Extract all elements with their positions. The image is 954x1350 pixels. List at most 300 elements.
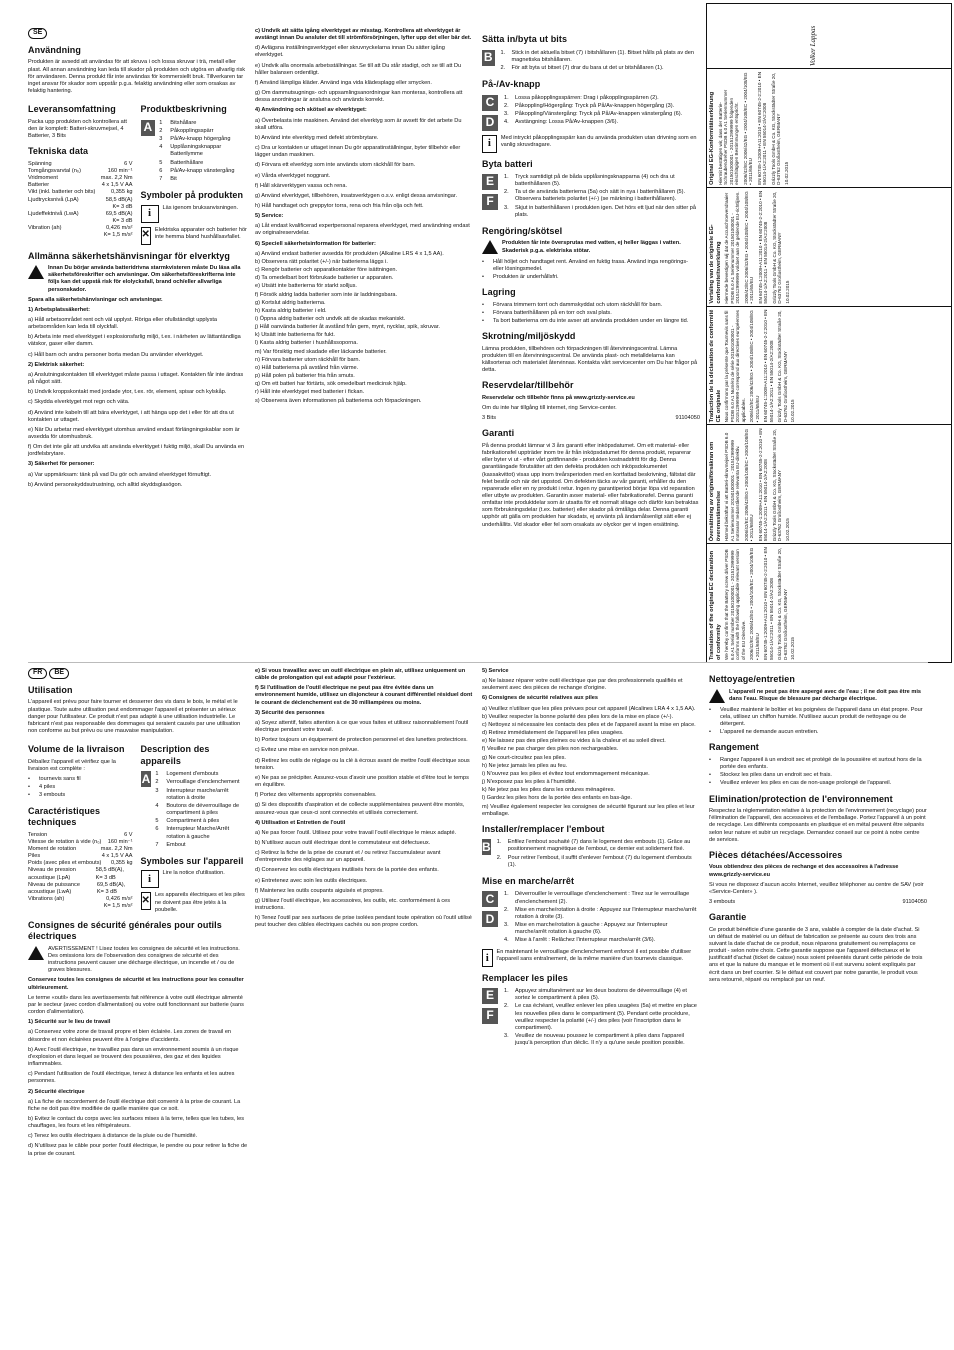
se-heading-clean: Rengöring/skötsel	[482, 225, 563, 236]
se-bullet: •	[482, 309, 484, 316]
se-c6list-item	[255, 292, 473, 299]
se-desc-number: 7	[159, 175, 163, 182]
ce-company: Grizzly Tools GmbH & Co. KG, Stockstädter Straße 20, D-63762 Großostheim, GERMANY	[771, 191, 783, 304]
figure-letter-d: D	[482, 115, 498, 131]
se-c6list-item	[255, 267, 473, 274]
se-c2e: e) Undvik alla onormala arbetsställningar. Se till att Du står stadigt, och se till att Du håller balansen ordentligt.	[255, 62, 462, 76]
ce-column	[707, 424, 951, 543]
fr-r6list-text: h) Ne jetez jamais les piles au feu.	[482, 762, 568, 769]
fr-delivery_items-item	[28, 784, 133, 791]
se-c6list-item	[255, 340, 473, 347]
figure-letter-f: F	[482, 1008, 498, 1024]
figure-letter-e: E	[482, 988, 498, 1004]
fr-heading-delivery: Volume de la livraison	[28, 744, 125, 755]
se-on-info: Med intryckt påkopplingsspärr kan du använda produkten utan drivning som en vanlig skruvdragare.	[500, 134, 697, 148]
fr-bullet: •	[709, 780, 711, 787]
se-store-item	[482, 310, 700, 317]
fr-store-item	[709, 780, 927, 787]
fr-heading-clean: Nettoyage/entretien	[709, 674, 795, 684]
se-c6list-item	[255, 275, 473, 282]
fr-r6list-text: j) N'exposez pas les piles à l'humidité.	[482, 779, 577, 786]
fr-parts-item: 3 embouts	[709, 899, 736, 906]
ce-signature: Volker Lappas	[809, 25, 817, 67]
se-desc-item	[159, 120, 248, 127]
se-clean-text: Håll höljet och handtaget rent. Använd en fuktig trasa. Använd inga rengörings- eller lösningsmedel.	[493, 258, 688, 272]
se-tech-value: 69,5 dB(A)	[105, 210, 133, 217]
se-s3: 3) Säkerhet för personer:	[28, 461, 95, 468]
fr-desc-number: 1	[155, 771, 159, 778]
wheelie-bin-crossed-icon: ✕	[141, 227, 151, 245]
warning-triangle-icon	[482, 240, 498, 254]
se-desc-number: 4	[159, 144, 163, 151]
se-sym2-text: Elektriska apparater och batterier hör inte hemma bland hushållsavfallet.	[154, 226, 247, 240]
fr-tech-value: 6 V	[124, 831, 133, 838]
fr-m4a: a) Ne pas forcer l'outil. Utilisez pour votre travail l'outil électrique le mieux adapté.	[255, 829, 457, 836]
fr-tech-value: 69,5 dB(A), K= 3 dB	[96, 881, 126, 895]
se-tech-table	[28, 161, 133, 240]
se-desc-item	[159, 144, 248, 158]
fr-parts: Vous obtiendrez des pièces de rechange et des accessoires à l'adresse www.grizzly-service.eu	[709, 864, 899, 878]
se-desc-number: 1	[159, 119, 163, 126]
ce-standards: 2006/42/EC 2006/42/EG • 2004/108/EC • 2004/108/EG • 2011/65/EU	[749, 547, 760, 660]
se-s3a: a) Var uppmärksam: tänk på vad Du gör och använd elverktyget förnuftigt.	[28, 471, 212, 478]
fr-heading-onoff: Mise en marche/arrêt	[482, 875, 575, 886]
se-tech-label: Ljudeffektnivå (LwA)	[28, 210, 79, 217]
se-tech-value: 160 min⁻¹	[107, 167, 133, 174]
figure-letter-c: C	[482, 95, 498, 111]
wheelie-bin-crossed-icon: ✕	[141, 892, 151, 910]
se-desc-label: På/Av-knapp högergång	[170, 136, 231, 143]
se-column-3: Sätta in/byta ut bits B 1. Stick in det aktuella bitset (7) i bitshållaren (1). Bitset hålls på plats av den magnetiska bitshållaren. 2. För att byta ut bitset (7) drar du bara ut det ur bitshållaren (1). På-/Av-knapp C D 1. Lossa påkopplingsspärren: Drag i påkopplingsspärren (2). 2. Påkoppling/Högergång: Tryck på På/Av-knappen högergång (3). 3. Påkoppling/Vänstergång: Tryck på På/Av-knappen vänstergång (6). 4. Avstängning: Lossa På/Av-knappen (3/6). i Med intryckt påkopplingsspärr kan du använda produkten utan drivning som en vanlig skruvdragare. Byta batteri E F 1. Tryck samtidigt på de båda upplåsningsknapparna (4) och dra ut batterihållaren (5). 2. Ta ut de använda batterierna (5a) och sätt in nya i batterihållaren (5). Observera batteriets polaritet (+/-) (se märkning i batterihållaren). 3. Skjut in batterihållaren i produkten igen. Det hörs ett ljud när den sitter på plats. Rengöring/skötsel Produkten får inte översprutas med vatten, ej heller läggas i vatten. Skaderisk p.g.a. elektriska stötar. • Håll höljet och handtaget rent. Använd en fuktig trasa. Använd inga rengörings- eller lösningsmedel. • Produkten är underhållsfri. Lagring • Förvara trimmern torrt och dammskyddat och utom räckhåll för barn. • Förvara batterihållaren på en torr och sval plats. • Ta bort batterierna om du inte avser att använda produkten under en längre tid. Skrotning/miljöskydd Lämna produkten, tillbehören och förpackningen till återvinningscentral. Lämna produkten till en återvinningscentral. De använda plast- och metalldelarna kan källsorteras och materialet återvinnas. Kontakta vårt servicecenter om Du har frågor på detta. Reservdelar/tillbehör Reservdelar och tillbehör finns på www.grizzly-service.eu Om du inte har tillgång till internet, ring Service-center. 3 Bits 91104050 Garanti På denna produkt lämnar vi 3 års garanti efter inköpsdatumet. Om ett material- eller fabrikationsfel uppträder inom tre år från inköpsdatumet för denna produkt, reparerar eller byter vi ut - efter vårt gottfinnande - produkten kostnadsfritt för dig. Denna garantiängade förutsätter att den defekta produkten och inköpsdokumentet (kassakvittot) visas upp inom treårsperioden med en kortfattad beskrivning, fältstat där felet består och när det uppstod. Om defekten täcks av vår garanti, erhåller du den reparerade eller en ny produkt i retur. Ingen ny garantiperiod börjar löpa vid reparation eller utbyte av produkten. Garantin avser material- eller fabrikationsfel. Denna garanti omfattar inte produktdelar som är utsatta för ett normalt slitage och därför kan betraktas som förbrukningsdelar (t.ex. batterier) eller skador på ömtåliga delar. Denna garanti upphör att gälla om produkten har skadats, ej använts på ändamålsenligt sätt eller ej underhållits. Vid skador eller fel som orsakats av olyckor ger vi ingen ersättning.	[482, 34, 700, 528]
language-badge-fr: FR	[28, 668, 47, 679]
fr-r6list-text: l) Gardez les piles hors de la portée des enfants en bas-âge.	[482, 795, 632, 802]
fr-r6list-text: i) N'ouvrez pas les piles et évitez tout endommagement mécanique.	[482, 770, 650, 777]
ce-column	[707, 543, 951, 662]
fr-heading-env: Elimination/protection de l'environnement	[709, 793, 893, 804]
fr-clean-item	[709, 707, 927, 728]
se-tech-row	[28, 175, 133, 182]
se-c6list-item	[255, 373, 473, 380]
ce-column-body: We hereby confirm that the Battery screw driver PSDB 6.0 A1 Serial number 201501000001 - 201512999999 conforms with the following applicable relevant version of the EU Directive.	[724, 549, 746, 660]
se-column-2	[255, 28, 473, 406]
fr-tech-value: 4 x 1,5 V AA	[101, 853, 133, 860]
fr-store-text: Veuillez enlever les piles en cas de non-usage prolongé de l'appareil.	[720, 780, 892, 787]
se-desc-number: 6	[159, 167, 163, 174]
fr-tech-label: Piles	[28, 853, 41, 860]
fr-column-1	[28, 668, 248, 1161]
fr-r5a: a) Ne laissez réparer votre outil électrique que par des professionnels qualifiés et seulement avec des pièces de rechange d'origine.	[482, 678, 683, 692]
fr-env: Respectez la réglementation relative à la protection de l'environnement (recyclage) pour l'élimination de l'appareil, des accessoires et de l'emballage. Portez l'appareil à un point de recyclage. Les différents composants en plastique et en métal peuvent être séparés selon leur nature et subir un recyclage. Demandez conseil sur ce point à notre centre de services.	[709, 808, 927, 843]
se-tech-row	[28, 161, 133, 168]
fr-desc-item	[155, 788, 248, 802]
se-c6list-text: d) Ta omedelbart bort förbrukade batterier ur apparaten.	[255, 275, 394, 282]
fr-s1b: b) Avec l'outil électrique, ne travaillez pas dans un environnement soumis à un risque d'explosion et dans lequel se trouvent des poussières, des gaz et des liquides inflammables.	[28, 1046, 239, 1068]
se-bullet: •	[482, 301, 484, 308]
fr-heading-bit: Installer/remplacer l'embout	[482, 823, 605, 834]
fr-desc-item	[155, 826, 248, 840]
se-c6list-text: b) Observera rätt polaritet (+/-) när batterierna läggs i.	[255, 258, 388, 265]
fr-tech-label: Niveau de puissance acoustique (LwA)	[28, 881, 80, 895]
se-tech-row	[28, 211, 133, 218]
language-badge-be: BE	[49, 668, 69, 679]
fr-m4: 4) Utilisation et Entretien de l'outil	[255, 819, 346, 826]
se-s1: 1) Arbetsplatssäkerhet:	[28, 306, 90, 313]
se-tech-value: 4 x 1,5 V AA	[101, 182, 133, 189]
se-tech-row	[28, 168, 133, 175]
fr-tech-value: 160 min⁻¹	[107, 838, 133, 845]
se-s1a: a) Håll arbetsområdet rent och väl upplyst. Röriga eller ofullständigt upplysta arbetsområden kan leda till olyckfall.	[28, 316, 218, 331]
fr-s1: 1) Sécurité sur le lieu de travail	[28, 1019, 111, 1026]
ce-company: Grizzly Tools GmbH & Co. KG, Stockstädter Straße 20, D-63762 Großostheim, GERMANY	[777, 310, 788, 423]
se-c6list-text: c) Rengör batterier och apparatkontakter före isättningen.	[255, 267, 398, 274]
fr-delivery_items-text: tournevis sans fil	[39, 776, 81, 783]
fr-tech-row	[28, 903, 133, 910]
se-s2a: a) Anslutningskontakten till elverktyget måste passa i uttaget. Kontakten får inte ändras på något sätt.	[28, 371, 244, 386]
ce-en-standards: EN 60745-1:2009+A11:2010 • EN 60745-2-2:2010 • EN 55014-1/A2:2011 • EN 55014-2/A2:2008	[757, 428, 769, 542]
fr-bullet: •	[709, 706, 711, 713]
fr-heading-batt: Remplacer les piles	[482, 972, 568, 983]
se-tech-row	[28, 189, 133, 196]
fr-m4e: e) Entretenez avec soin les outils électriques.	[255, 877, 368, 884]
ce-column-body: Nous confirmons par la présente que Tournevis sans fil PSDB 6.0 A1 Numéro de série 201501000001 - 201512999999 correspond aux directives européennes applicables.	[724, 310, 746, 423]
fr-delivery-list	[28, 776, 133, 799]
fr-desc-label: Embout	[166, 841, 186, 848]
fr-m4h: h) Tenez l'outil par ses surfaces de prise isolées pendant toute opération où l'outil utilisé peut toucher des câbles électriques cachés ou son propre cordon.	[255, 915, 472, 929]
se-desc-label: Påkopplingsspärr	[170, 127, 214, 134]
se-bullet: •	[482, 274, 484, 281]
ce-standards: 2006/42/EC 2006/42/EG • 2004/108/EC • 2004/108/EG • 2011/65/EU	[749, 310, 760, 423]
ce-company: Grizzly Tools GmbH & Co. KG, Stockstädter Straße 20, D-63762 Großostheim, GERMANY	[777, 548, 788, 660]
se-c6list-item	[255, 332, 473, 339]
se-c6list-item	[255, 251, 473, 258]
se-on3: Påkoppling/Vänstergång: Tryck på På/Av-knappen vänstergång (6).	[515, 110, 683, 117]
se-c6list-text: p) Håll polen på batterier fria från smuts.	[255, 373, 355, 380]
fr-r6list-item	[482, 706, 700, 713]
fr-desc-label: Logement d'embouts	[166, 771, 219, 778]
se-tech-label: Vridmoment	[28, 175, 58, 182]
se-store-text: Förvara trimmern torrt och dammskyddat och utom räckhåll för barn.	[493, 301, 663, 308]
fr-tech-value: 58,5 dB(A), K= 3 dB	[95, 867, 124, 881]
fr-on-info: En maintenant le verrouillage d'enclenchement enfoncé il est possible d'utiliser l'appareil sans entraînement, de la même manière d'un tournevis classique.	[496, 948, 692, 962]
fr-tech-row	[28, 882, 133, 896]
ce-en-standards: EN 60745-1:2009+A11:2010 • EN 60745-2-2:2010 • EN 55014-1/A2:2011 • EN 55014-2/A2:2008	[763, 547, 774, 660]
fr-r6list-item	[482, 722, 700, 729]
ce-column-heading: Traduction de la déclaration de conformité CE originale	[709, 309, 722, 423]
fr-m3c: c) Evitez une mise en service non prévue.	[255, 747, 359, 754]
figure-letter-d: D	[482, 911, 498, 927]
se-clean-list	[482, 259, 700, 281]
fr-desc-label: Boutons de déverrouillage de compartiment à piles	[166, 802, 240, 817]
fr-r6list-text: g) Ne court-circuitez pas les piles.	[482, 754, 566, 761]
read-manual-icon: i	[141, 205, 159, 223]
se-battery-safety-list	[255, 251, 473, 405]
se-env: Lämna produkten, tillbehören och förpackningen till återvinningscentral. Lämna produkten till en återvinningscentral. De använda plast- och metalldelarna kan källsorteras och materialet återvinnas. Kontakta vårt servicecenter om Du har frågor på detta.	[482, 345, 698, 374]
fr-clean-warn: L'appareil ne peut pas être aspergé avec de l'eau ; il ne doit pas être mis dans l'eau. Risque de blessure par décharge électrique.	[729, 688, 921, 702]
fr-heading-usage: Utilisation	[28, 684, 73, 695]
ce-column-heading: Original EG-Konformitätserklärung	[709, 91, 715, 185]
se-desc-label: Batterihållare	[170, 159, 204, 166]
se-c6list-text: s) Observera även informationen på batterierna och förpackningen.	[255, 397, 422, 404]
se-desc-number: 5	[159, 159, 163, 166]
fr-tech-row	[28, 846, 133, 853]
se-c6list-text: a) Använd endast batterier avsedda för produkten (Alkaline LRS 4 x 1,5 AA).	[255, 250, 444, 257]
fr-m3b: b) Portez toujours un équipement de protection personnel et des lunettes protectrices.	[255, 737, 468, 744]
fr-m3e: e) Ne pas se précipiter. Assurez-vous d'avoir une position stable et d'être tout le temps en équilibre.	[255, 774, 469, 789]
fr-r6list-text: c) Nettoyez si nécessaire les contacts des piles et de l'appareil avant la mise en place.	[482, 721, 696, 728]
fr-s2c: c) Tenez les outils électriques à distance de la pluie ou de l'humidité.	[28, 1133, 198, 1140]
se-tech-label: Spänning	[28, 160, 52, 167]
ce-column-heading: Vertaling van de originele EG-conformiteitsverklaring	[709, 224, 722, 304]
warning-triangle-icon	[28, 265, 44, 279]
language-badge-se: SE	[28, 28, 47, 39]
se-c2f: f) Använd lämpliga kläder. Använd inga vida klädesplagg eller smycken.	[255, 79, 432, 86]
se-c6list-item	[255, 398, 473, 405]
figure-letter-a: A	[141, 771, 151, 786]
se-c6list-item	[255, 365, 473, 372]
se-tech-row	[28, 197, 133, 204]
fr-store-list	[709, 757, 927, 788]
fr-batt3: Veuillez de nouveau poussez le compartiment à piles dans l'appareil jusqu'à perception d'un déclic. Il n'y a qu'une seule position possible.	[515, 1033, 685, 1047]
se-desc-item	[159, 176, 248, 183]
ce-column	[707, 187, 951, 306]
fr-desc-item	[155, 779, 248, 786]
fr-clean-text: L'appareil ne demande aucun entretien.	[720, 729, 819, 736]
se-heading-delivery: Leveransomfattning	[28, 104, 116, 115]
warning-triangle-icon	[28, 946, 44, 960]
se-heading-usage: Användning	[28, 44, 81, 55]
fr-r6list-item	[482, 795, 700, 802]
fr-tech-row	[28, 860, 133, 867]
fr-on3: Mise en marche/rotation à gauche : Appuyez sur l'interrupteur marche/arrêt rotation à gauche (6).	[515, 922, 668, 936]
se-tech-value: K= 3 dB	[112, 218, 133, 224]
fr-store-item	[709, 772, 927, 779]
se-c6list-item	[255, 283, 473, 290]
se-tech-value: 6 V	[124, 160, 133, 167]
ce-en-standards: EN 60745-1:2009+A11:2010 • EN 60745-2-2:2010 • EN 55014-1/A2:2011 • EN 55014-2/A2:2008	[763, 309, 774, 423]
fr-r6list-item	[482, 714, 700, 721]
fr-m1: e) Si vous travaillez avec un outil électrique en plein air, utilisez uniquement un câble de prolongation qui est adapté pour l'extérieur.	[255, 668, 466, 682]
fr-delivery_items-text: 3 embouts	[39, 792, 66, 799]
se-heading-parts: Reservdelar/tillbehör	[482, 380, 574, 391]
se-c6list-text: n) Förvara batterier utom räckhåll för barn.	[255, 356, 361, 363]
se-tech-value: 0,355 kg	[111, 189, 133, 196]
read-manual-icon: i	[141, 870, 159, 888]
fr-r6list-item	[482, 755, 700, 762]
fr-s1a: a) Conservez votre zone de travail propre et bien éclairée. Les zones de travail en désordre et non éclairées peuvent être à l'origine d'accidents.	[28, 1029, 232, 1043]
se-parts2: Om du inte har tillgång till internet, ring Service-center.	[482, 405, 617, 412]
fr-bullet: •	[709, 729, 711, 736]
ce-signature-cell	[707, 4, 951, 68]
se-desc-label: Bitshållare	[170, 119, 197, 126]
fr-desc-item	[155, 818, 248, 825]
se-desc-item	[159, 160, 248, 167]
fr-tech-table	[28, 832, 133, 911]
fr-s2d: d) N'utilisez pas le câble pour porter l'outil électrique, le pendre ou pour retirer la fiche de la prise de courant.	[28, 1143, 248, 1157]
se-c6list-text: o) Håll batterierna på avstånd från värme.	[255, 364, 359, 371]
se-store-item	[482, 318, 700, 325]
ce-date: 10.02.2015	[784, 518, 790, 542]
se-c6list-text: g) Kortslut aldrig batterierna.	[255, 299, 326, 306]
se-s2: 2) Elektrisk säkerhet:	[28, 361, 85, 368]
ce-declaration-table	[706, 3, 952, 663]
fr-tech-row	[28, 867, 133, 881]
figure-letter-b: B	[483, 49, 493, 64]
fr-tech-value: max. 2,2 Nm	[100, 845, 133, 852]
ce-column-heading: Översättning av originalförsäkran om överensstämmelse	[709, 441, 722, 542]
se-desc-list	[159, 119, 248, 184]
se-c4f: f) Håll skärverktygen vassa och rena.	[255, 182, 348, 189]
se-c6list-text: l) Kasta aldrig batterier i hushållssoporna.	[255, 340, 358, 347]
fr-safety-keep: Conservez toutes les consignes de sécurité et les instructions pour les consulter ultérieurement.	[28, 977, 244, 991]
fr-parts2: Si vous ne disposez d'aucun accès Internet, veuillez téléphoner au centre de SAV (voir «Service-Center» ).	[709, 881, 924, 895]
se-on2: Påkoppling/Högergång: Tryck på På/Av-knappen högergång (3).	[515, 102, 675, 109]
figure-letter-b: B	[482, 839, 491, 854]
fr-desc-number: 4	[155, 802, 159, 809]
se-batt3: Skjut in batterihållaren i produkten igen. Det hörs ett ljud när den sitter på plats.	[515, 204, 696, 218]
se-c2: c) Undvik att sätta igång elverktyget av misstag. Kontrollera att elverktyget är avstängt innan Du ansluter det till strömförsörjningen, lyfter upp det eller bär det.	[255, 28, 472, 42]
se-store-item	[482, 302, 700, 309]
fr-heading-parts: Pièces détachées/Accessoires	[709, 849, 843, 860]
fr-batt1: Appuyez simultanément sur les deux boutons de déverrouillage (4) et sortez le compartiment à piles (5).	[515, 988, 687, 1002]
fr-column-4	[709, 668, 927, 987]
fr-desc-number: 7	[155, 841, 159, 848]
ce-column-body: Hiermede bevestigen wij dat de Accuschroevendraaier PSDB 6.0 A1 Serienummer 201501000001 - 201512999999 voldoet aan de geldende EU-richtlijnen.	[724, 191, 741, 304]
se-c6list-text: q) Om ett batteri har förtärts, sök omedelbart medicinsk hjälp.	[255, 381, 407, 388]
se-desc-item	[159, 128, 248, 135]
se-tech-label: Batterier	[28, 182, 50, 189]
se-clean-item	[482, 274, 700, 281]
fr-r5: 5) Service	[482, 668, 509, 674]
fr-tech-value: 0,426 m/s²	[106, 895, 133, 902]
se-c4b: b) Använd inte elverktyg med defekt strömbrytare.	[255, 134, 379, 141]
se-tech-label: Vibration (ah)	[28, 225, 62, 232]
se-tech-row	[28, 232, 133, 239]
se-c6: 6) Speciell säkerhetsinformation för batterier:	[255, 240, 376, 247]
fr-r6list-text: d) Retirez immédiatement de l'appareil les piles usagées.	[482, 730, 624, 737]
se-heading-batt: Byta batteri	[482, 158, 533, 169]
se-c4c: c) Dra ur kontakten ur uttaget innan Du gör apparatinställningar, byter tillbehör eller lägger undan maskinen.	[255, 145, 461, 159]
fr-r6list-item	[482, 763, 700, 770]
se-c4d: d) Förvara ett elverktyg som inte används utom räckhåll för barn.	[255, 162, 416, 169]
se-heading-symbols: Symboler på produkten	[140, 190, 244, 201]
se-batt2: Ta ut de använda batterierna (5a) och sätt in nya i batterihållaren (5). Observera batteriets polaritet (+/-) (se märkning i batterihållaren).	[515, 189, 686, 203]
se-heading-safety: Allmänna säkerhetshänvisningar för elverktyg	[28, 250, 230, 261]
se-c6list-text: k) Utsätt inte batterierna för fukt.	[255, 332, 335, 339]
fr-tech-row	[28, 896, 133, 903]
fr-tech-value: K= 1,5 m/s²	[103, 903, 133, 910]
fr-battery-safety-list	[482, 706, 700, 818]
fr-tech-row	[28, 832, 133, 839]
fr-column-3: 5) Service a) Ne laissez réparer votre outil électrique que par des professionnels qualifiés et seulement avec des pièces de rechange d'origine. 6) Consignes de sécurité relatives aux piles a) Veuillez n'utiliser que les piles prévues pour cet appareil (Alcalines LRA 4 x 1,5 AA). b) Veuillez respecter la bonne polarité des piles lors de la mise en place (+/-). c) Nettoyez si nécessaire les contacts des piles et de l'appareil avant la mise en place. d) Retirez immédiatement de l'appareil les piles usagées. e) Ne laissez pas des piles pleines ou vides à la chaleur et au soleil direct. f) Veuillez ne pas charger des piles non rechargeables. g) Ne court-circuitez pas les piles. h) Ne jetez jamais les piles au feu. i) N'ouvrez pas les piles et évitez tout endommagement mécanique. j) N'exposez pas les piles à l'humidité. k) Ne jetez pas les piles dans les ordures ménagères. l) Gardez les piles hors de la portée des enfants en bas-âge. m) Veuillez également respecter les consignes de sécurité figurant sur les piles et leur emballage. Installer/remplacer l'embout B 1. Enfilez l'embout souhaité (7) dans le logement des embouts (1). Grâce au positionnement magnétique de l'embout, ce dernier est solidement fixé. 2. Pour retirer l'embout, il suffit d'enlever l'embout (7) du logement d'embouts (1). Mise en marche/arrêt C D 1. Déverrouiller le verrouillage d'enclenchement : Tirez sur le verrouillage d'enclenchement (2). 2. Mise en marche/rotation à droite : Appuyez sur l'interrupteur marche/arrêt rotation à droite (3). 3. Mise en marche/rotation à gauche : Appuyez sur l'interrupteur marche/arrêt rotation à gauche (6). 4. Mise à l'arrêt : Relâchez l'interrupteur marche/arrêt (3/6). i En maintenant le verrouillage d'enclenchement enfoncé il est possible d'utiliser l'appareil sans entraînement, de la même manière d'un tournevis classique. Remplacer les piles E F 1. Appuyez simultanément sur les deux boutons de déverrouillage (4) et sortez le compartiment à piles (5). 2. Le cas échéant, veuillez enlever les piles usagées (5a) et mettre en place les nouvelles piles dans le compartiment (5). Pendant cette procédure, veuillez respecter la polarité (+/-) des piles (voir l'inscription dans le compartiment). 3. Veuillez de nouveau poussez le compartiment à piles dans l'appareil jusqu'à perception d'un déclic. Il n'y a qu'une seule position possible.	[482, 668, 700, 1050]
fr-s1c: c) Pendant l'utilisation de l'outil électrique, tenez à distance les enfants et les autres personnes.	[28, 1071, 235, 1085]
se-desc-label: Upplåsningsknappar Batterilymme	[170, 144, 222, 158]
fr-tech-label: Tension	[28, 831, 48, 838]
se-c6list-text: m) Var försiktig med skadade eller läckande batterier.	[255, 348, 387, 355]
se-c6list-text: i) Öppna aldrig batterier och undvik att de skadas mekaniskt.	[255, 316, 406, 322]
se-c5: 5) Service:	[255, 213, 284, 220]
ce-company: Grizzly Tools GmbH & Co. KG, Stockstädter Straße 20, D-63762 Großostheim, GERMANY	[771, 429, 783, 542]
se-on1: Lossa påkopplingsspärren: Drag i påkopplingsspärren (2).	[515, 94, 659, 101]
se-heading-desc: Produktbeskrivning	[140, 104, 227, 115]
fr-store-item	[709, 757, 927, 771]
fr-r6list-item	[482, 730, 700, 737]
se-desc-label: På/Av-knapp vänstergång	[170, 167, 235, 174]
ce-column-body: Hiermit bestätigen wir, dass der Batterie-Schraubendreher PSDB 6.0 A1 Seriennummer 201501000001 - 201512999999 folgenden einschlägigen Bestimmungen entspricht.	[717, 89, 740, 185]
fr-heading-store: Rangement	[709, 742, 759, 753]
se-on4: Avstängning: Lossa På/Av-knappen (3/6).	[515, 118, 619, 125]
fr-desc-label: Interrupteur marche/arrêt rotation à droite	[166, 787, 229, 801]
fr-m4c: c) Retirez la fiche de la prise de courant et / ou retirez l'accumulateur avant d'entreprendre des réglages sur un appareil.	[255, 850, 441, 864]
se-tech-value: K= 3 dB	[112, 203, 133, 210]
warning-triangle-icon	[709, 689, 725, 703]
fr-sym1: Lire la notice d'utilisation.	[162, 870, 225, 877]
se-c5a: a) Låt endast kvalificerad expertpersonal reparera elverktyget, med användning endast av originalreservdelar.	[255, 223, 470, 237]
se-c6list-text: f) Försök aldrig ladda batterier som inte är laddningsbara.	[255, 291, 398, 298]
fr-tech-value: 0,355 kg	[111, 860, 133, 867]
fr-bit2: Pour retirer l'embout, il suffit d'enlever l'embout (7) du logement d'embouts (1).	[507, 854, 692, 868]
ce-en-standards: EN 60745-1:2009+A11:2010 • EN 60745-2-2:2010 • EN 55014-1/A2:2011 • EN 55014-2/A2:2008	[756, 71, 768, 185]
fr-r6list-text: f) Veuillez ne pas charger des piles non rechargeables.	[482, 746, 619, 753]
fr-desc-list	[155, 770, 248, 850]
fr-bit1: Enfilez l'embout souhaité (7) dans le logement des embouts (1). Grâce au positionnement magnétique de l'embout, ce dernier est solidement fixé.	[507, 839, 691, 853]
se-c6list-text: j) Håll oanvända batterier åt avstånd från gem, mynt, nycklar, spik, skruvar.	[255, 324, 440, 331]
fr-safety-term: Le terme «outil» dans les avertissements fait référence à votre outil électrique alimenté par le secteur (avec cordon d'alimentation) ou votre outil fonctionnant sur batterie (sans cordon d'alimentation).	[28, 994, 244, 1016]
fr-parts-no: 91104050	[902, 899, 927, 906]
fr-tech-label: Vibrations (ah)	[28, 895, 65, 902]
fr-store-text: Rangez l'appareil à un endroit sec et protégé de la poussière et surtout hors de la portée des enfants.	[720, 756, 922, 771]
fr-bullet: •	[709, 772, 711, 779]
fr-delivery_items-item	[28, 776, 133, 783]
se-c2g: g) Om dammutsugnings- och uppsamlingsanordningar kan monteras, kontrollera att dessa anordningar är anslutna och används korrekt.	[255, 90, 463, 104]
se-tech-value: 0,426 m/s²	[106, 225, 133, 232]
fr-on4: Mise à l'arrêt : Relâchez l'interrupteur marche/arrêt (3/6).	[515, 937, 656, 944]
fr-heading-symbols: Symboles sur l'appareil	[140, 855, 244, 866]
se-store-text: Förvara batterihållaren på en torr och sval plats.	[493, 309, 612, 316]
se-delivery-desc-row	[28, 98, 248, 244]
fr-r6list-item	[482, 738, 700, 745]
fr-r6list-item	[482, 746, 700, 753]
fr-tech-label: Poids (avec piles et embouts)	[28, 860, 102, 867]
fr-s2: 2) Sécurité électrique	[28, 1088, 85, 1095]
fr-desc-label: Interrupteur Marche/Arrêt rotation à gauche	[166, 826, 230, 840]
se-c6list-item	[255, 389, 473, 396]
fr-m4f: f) Maintenez les outils coupants aiguisés et propres.	[255, 887, 384, 894]
se-c4h: h) Håll handtaget och greppytor torra, rena och fria från olja och fett.	[255, 202, 424, 209]
fr-heading-desc: Description des appareils	[140, 744, 210, 766]
fr-clean-list	[709, 707, 927, 737]
fr-r6list-text: e) Ne laissez pas des piles pleines ou vides à la chaleur et au soleil direct.	[482, 738, 666, 745]
fr-warranty: Ce produit bénéficie d'une garantie de 3 ans, valable à compter de la date d'achat. Si un défaut de matériel ou un défaut de fabrication se présente au cours des trois ans suivant la date d'achat de ce produit, nous réparons gratuitement ou remplaçons ce produit - selon notre choix. Cette garantie suppose que l'appareil défectueux et le justificatif d'achat (ticket de caisse) nous soient présentés durant cette période de trois ans et que la nature du manque et le moment où il est survenu soient expliqués par écrit dans un bref courrier. Si le défaut est couvert par notre garantie, le produit vous sera retourné, réparé ou remplacé par un neuf.	[709, 926, 923, 983]
info-icon: i	[482, 949, 493, 967]
fr-r6list-item	[482, 771, 700, 778]
se-c2d: d) Avlägsna inställningsverktyget eller skruvnyckelarna innan Du sätter igång elverktyget.	[255, 45, 445, 59]
se-heading-env: Skrotning/miljöskydd	[482, 331, 576, 342]
ce-date: 10.02.2015	[790, 399, 796, 423]
info-icon: i	[482, 135, 497, 153]
se-clean-text: Produkten är underhållsfri.	[493, 274, 559, 281]
se-c6list-item	[255, 324, 473, 331]
se-clean-warn: Produkten får inte översprutas med vatten, ej heller läggas i vatten. Skaderisk p.g.a. elektriska stötar.	[502, 240, 681, 254]
fr-tech-row	[28, 839, 133, 846]
fr-r6list-item	[482, 779, 700, 786]
fr-r6: 6) Consignes de sécurité relatives aux piles	[482, 695, 598, 702]
se-s2b: b) Undvik kroppskontakt med jordade ytor, t.ex. rör, element, spisar och kylskåp.	[28, 389, 227, 396]
figure-letter-f: F	[482, 194, 498, 210]
fr-m3d: d) Retirez les outils de réglage ou la clé à écrous avant de mettre l'outil électrique sous tension.	[255, 757, 470, 771]
fr-desc-number: 6	[155, 826, 159, 833]
fr-store-text: Stockez les piles dans un endroit sec et frais.	[720, 772, 832, 779]
se-s2f: f) Om det inte går att undvika att använda elverktyget i fuktig miljö, skall Du använda en jordfelsbrytare.	[28, 444, 245, 458]
